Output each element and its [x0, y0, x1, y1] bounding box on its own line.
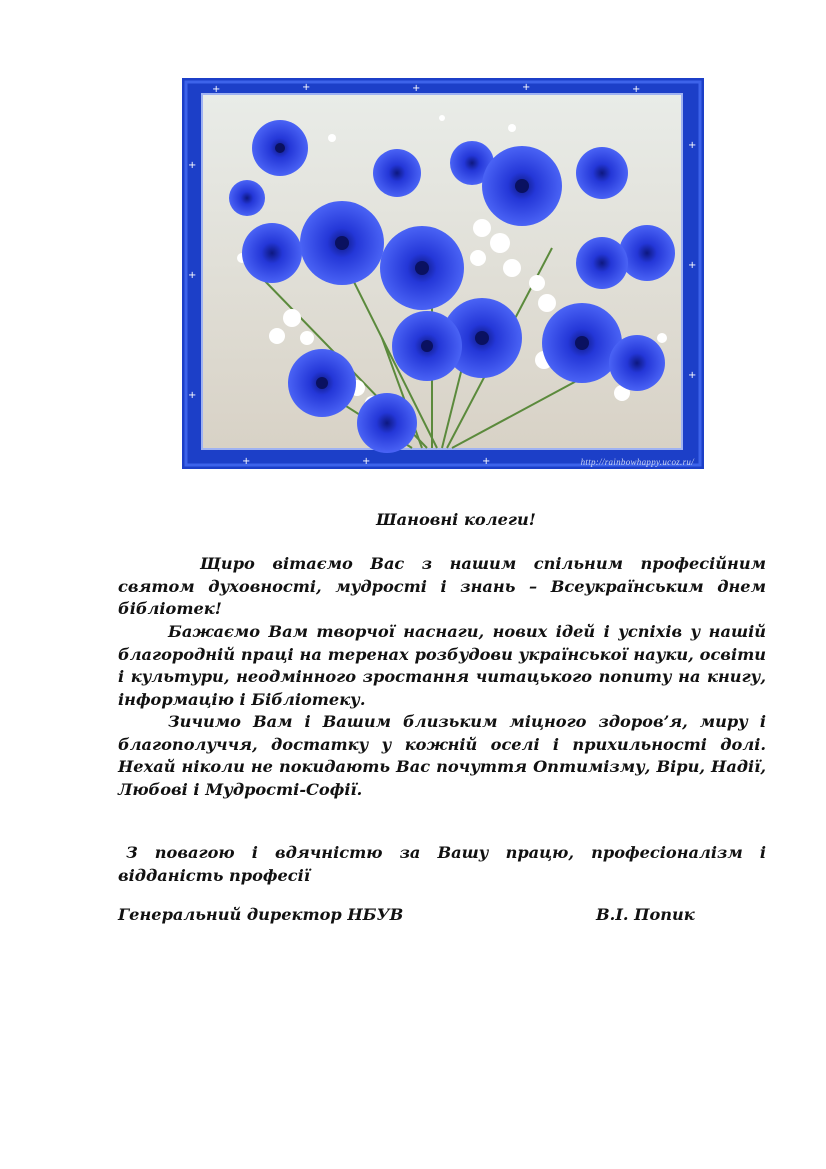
paragraph-2: Бажаємо Вам творчої наснаги, нових ідей і успіхів у нашій благородній праці на теренах розбудови української науки, освіти і культури, неодмінного зростання читацького попиту на книгу, інформацію і Бібліотеку. [118, 622, 766, 709]
closing-line: З повагою і вдячністю за Вашу працю, професіоналізм і відданість професії [118, 843, 766, 885]
bouquet-illustration [182, 78, 704, 469]
svg-text:+: + [362, 456, 371, 467]
svg-text:+: + [212, 84, 221, 95]
paragraph-3: Зичимо Вам і Вашим близьким міцного здоров’я, миру і благополуччя, достатку у кожній оселі і прихильності долі. Нехай ніколи не покидають Вас почуття Оптимізму, Віри, Надії, Любові і Мудрості-Софії. [118, 712, 766, 799]
greeting: Шановні колеги! [376, 510, 536, 529]
cornflower-bouquet-image [182, 78, 704, 469]
svg-text:+: + [522, 82, 531, 93]
signature-title: Генеральний директор НБУВ [118, 905, 404, 924]
svg-text:+: + [188, 390, 197, 401]
svg-text:+: + [688, 260, 697, 271]
svg-text:+: + [302, 82, 311, 93]
svg-text:+: + [688, 370, 697, 381]
signature-name: В.І. Попик [596, 905, 695, 924]
svg-text:+: + [482, 456, 491, 467]
image-watermark: http://rainbowhappy.ucoz.ru/ [580, 457, 694, 467]
svg-text:+: + [242, 456, 251, 467]
svg-text:+: + [688, 140, 697, 151]
svg-text:+: + [188, 160, 197, 171]
svg-text:+: + [412, 83, 421, 94]
svg-text:+: + [188, 270, 197, 281]
paragraph-1: Щиро вітаємо Вас з нашим спільним професійним святом духовності, мудрості і знань – Всеукраїнським днем бібліотек! [118, 554, 766, 618]
svg-text:+: + [632, 84, 641, 95]
